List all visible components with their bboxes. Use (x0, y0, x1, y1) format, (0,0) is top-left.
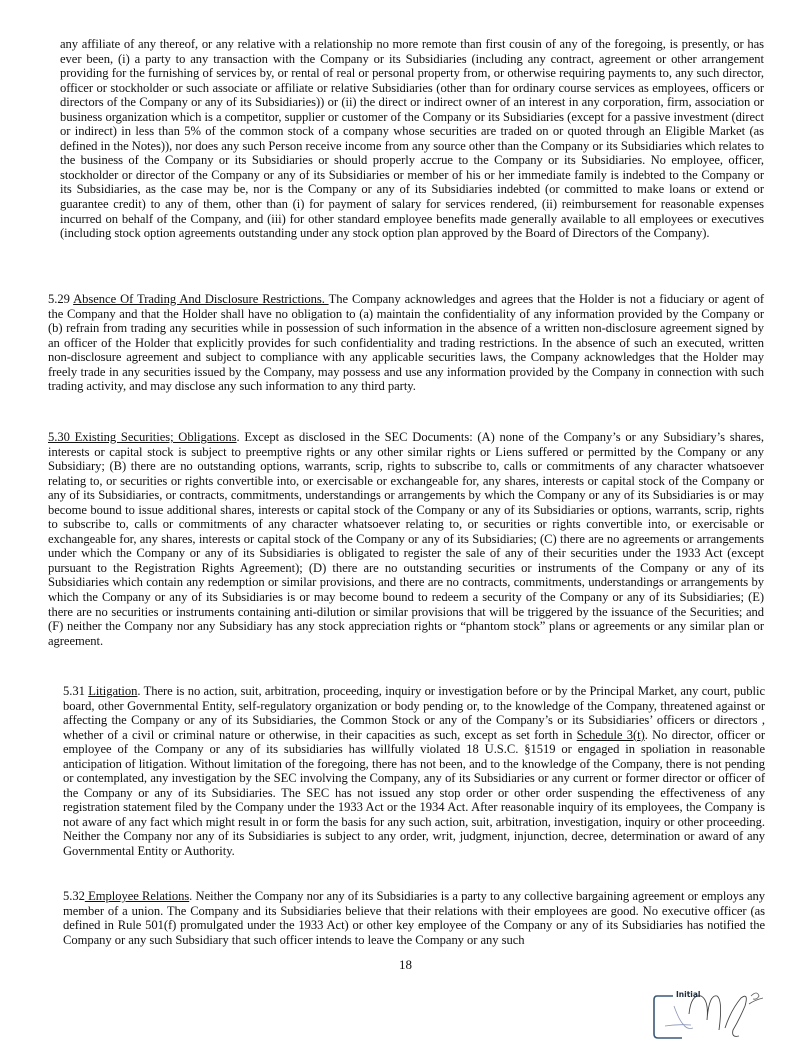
section-number: 5.29 (48, 292, 74, 306)
section-5-31 (63, 684, 765, 859)
initial-signature-icon (653, 990, 773, 1045)
section-number: 5.31 (63, 684, 89, 698)
initial-label: Initial (676, 990, 701, 999)
paragraph-continuation (60, 37, 764, 241)
section-heading: 5.30 Existing Securities; Obligations (48, 430, 237, 444)
section-heading: Absence Of Trading And Disclosure Restrictions. (73, 292, 329, 306)
section-text-continued: . No director, officer or employee of the Company or any of its subsidiaries has willfully violated 18 U.S.C. §1519 or engaged in spoliation in reasonable anticipation of litigation. Without limitation of the foregoing, there has not been, and to the knowledge of the Company, there is not pending or contemplated, any investigation by the SEC involving the Company, any of its Subsidiaries or any current or former director or officer of the Company or any of its Subsidiaries. The SEC has not issued any stop order or other order suspending the effectiveness of any registration statement filed by the Company under the 1933 Act or the 1934 Act. After reasonable inquiry of its employees, the Company is not aware of any fact which might result in or form the basis for any such action, suit, arbitration, investigation, inquiry or other proceeding. Neither the Company nor any of its Subsidiaries is subject to any order, writ, judgment, injunction, decree, determination or award of any Governmental Entity or Authority. (63, 727, 765, 859)
schedule-reference: Schedule 3(t) (576, 727, 645, 742)
section-5-29 (48, 292, 764, 394)
section-5-32 (63, 889, 765, 947)
section-heading: Litigation (88, 684, 138, 698)
paragraph-text: any affiliate of any thereof, or any relative with a relationship no more remote than first cousin of any of the foregoing, is presently, or has ever been, (i) a party to any transaction with the Company or its Subsidiaries (including any contract, agreement or other arrangement providing for the furnishing of services by, or rental of real or personal property from, or otherwise requiring payments to, any such director, officer or stockholder or such associate or affiliate or relative Subsidiaries (other than for ordinary course services as employees, officers or directors of the Company or any of its Subsidiaries)) or (ii) the direct or indirect owner of an interest in any corporation, firm, association or business organization which is a competitor, supplier or customer of the Company or its Subsidiaries (except for a passive investment (direct or indirect) in less than 5% of the common stock of a company whose securities are traded on or quoted through an Eligible Market (as defined in the Notes)), nor does any such Person receive income from any source other than the Company or its Subsidiaries which relates to the business of the Company or its Subsidiaries or should properly accrue to the Company or its Subsidiaries. No employee, officer, stockholder or director of the Company or any of its Subsidiaries or member of his or her immediate family is indebted to the Company or its Subsidiaries, as the case may be, nor is the Company or any of its Subsidiaries indebted (or committed to make loans or extend or guarantee credit) to any of them, other than (i) for payment of salary for services rendered, (ii) reimbursement for reasonable expenses incurred on behalf of the Company, and (iii) for other standard employee benefits made generally available to all employees or executives (including stock option agreements outstanding under any stock option plan approved by the Board of Directors of the Company). (60, 37, 764, 241)
page-number: 18 (399, 957, 412, 972)
section-5-30 (48, 430, 764, 648)
section-text: The Company acknowledges and agrees that the Holder is not a fiduciary or agent of the Company and that the Holder shall have no obligation to (a) maintain the confidentiality of any information provided by the Company or (b) refrain from trading any securities while in possession of such information in the absence of a written non-disclosure agreement signed by an officer of the Holder that explicitly provides for such confidentiality and trading restrictions. In the absence of such an executed, written non-disclosure agreement and subject to compliance with any applicable securities laws, the Company acknowledges that the Holder may freely trade in any securities issued by the Company, may possess and use any information provided by the Company in connection with such trading activity, and may disclose any such information to any third party. (48, 292, 765, 394)
section-text: . There is no action, suit, arbitration, proceeding, inquiry or investigation before or by the Principal Market, any court, public board, other Governmental Entity, self-regulatory organization or body pending or, to the knowledge of the Company, threatened against or affecting the Company or any of its Subsidiaries, the Common Stock or any of the Company’s or its Subsidiaries’ officers or directors , whether of a civil or criminal nature or otherwise, in their capacities as such, except as set forth in (63, 684, 765, 742)
section-text: . Neither the Company nor any of its Subsidiaries is a party to any collective bargaining agreement or employs any member of a union. The Company and its Subsidiaries believe that their relations with their employees are good. No executive officer (as defined in Rule 501(f) promulgated under the 1933 Act) or other key employee of the Company or any of its Subsidiaries has notified the Company or any such Subsidiary that such officer intends to leave the Company or any such (63, 889, 765, 947)
section-number: 5.32 (63, 889, 85, 903)
section-text: . Except as disclosed in the SEC Documents: (A) none of the Company’s or any Subsidiary’s shares, interests or capital stock is subject to preemptive rights or any other similar rights or Liens suffered or permitted by the Company or any Subsidiary; (B) there are no outstanding options, warrants, scrip, rights to subscribe to, calls or commitments of any character whatsoever relating to, or securities or rights convertible into, or exercisable or exchangeable for, any shares, interests or capital stock of the Company or any of its Subsidiaries, or contracts, commitments, understandings or arrangements by which the Company or any of its Subsidiaries is or may become bound to issue additional shares, interests or capital stock of the Company or any of its Subsidiaries or options, warrants, scrip, rights to subscribe to, calls or commitments of any character whatsoever relating to, or securities or rights convertible into, or exercisable or exchangeable for, any shares, interests or capital stock of the Company or any of its Subsidiaries; (C) there are no agreements or arrangements under which the Company or any of its Subsidiaries is obligated to register the sale of any of their securities under the 1933 Act (except pursuant to the Registration Rights Agreement); (D) there are no outstanding securities or instruments of the Company or any of its Subsidiaries which contain any redemption or similar provisions, and there are no contracts, commitments, understandings or arrangements by which the Company or any of its Subsidiaries is or may become bound to redeem a security of the Company or any of its Subsidiaries; (E) there are no securities or instruments containing anti-dilution or similar provisions that will be triggered by the issuance of the Securities; and (F) neither the Company nor any Subsidiary has any stock appreciation rights or “phantom stock” plans or agreements or any similar plan or agreement. (48, 430, 765, 648)
section-heading: Employee Relations (84, 889, 190, 903)
